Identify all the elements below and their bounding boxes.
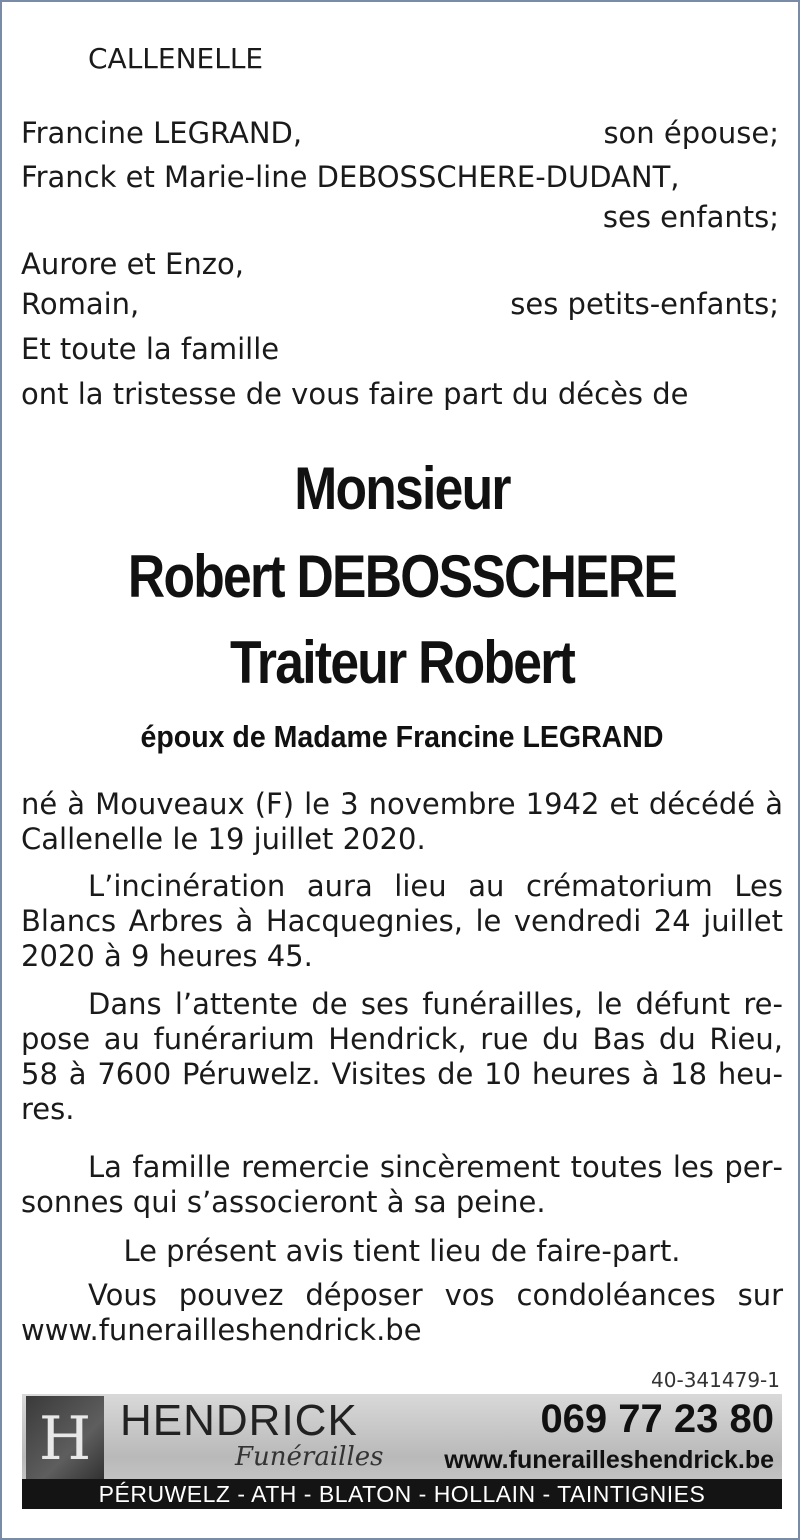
repose-paragraph: Dans l’attente de ses funérailles, le défunt repose au funérarium Hendrick, rue du Bas du Rieu, 58 à 7600 Péruwelz. Visites de 10 heures à 18 heures. (21, 987, 783, 1126)
grandchildren-names-2: Romain, (21, 287, 140, 321)
notice-reference: 40-341479-1 (651, 1368, 780, 1392)
deceased-title: Monsieur (294, 455, 510, 522)
announcement-line: ont la tristesse de vous faire part du décès de (21, 377, 689, 411)
deceased-alias: Traiteur Robert (229, 629, 575, 696)
spouse-name: Francine LEGRAND, (21, 116, 303, 150)
deceased-name: Robert DEBOSSCHERE (127, 543, 677, 610)
thanks-paragraph: La famille remercie sincèrement toutes les personnes qui s’associeront à sa peine. (21, 1150, 783, 1219)
funeral-home-banner (22, 1394, 782, 1509)
children-relation: ses enfants; (602, 200, 779, 234)
extended-family: Et toute la famille (21, 332, 280, 366)
spouse-relation: son épouse; (603, 116, 779, 150)
funeral-home-logo (26, 1396, 104, 1484)
city-heading: CALLENELLE (88, 42, 264, 75)
grandchildren-names-1: Aurore et Enzo, (21, 247, 244, 281)
birth-death-paragraph: né à Mouveaux (F) le 3 novembre 1942 et décédé à Callenelle le 19 juillet 2020. (21, 787, 783, 856)
condolences-paragraph: Vous pouvez déposer vos condoléances sur www.funerailleshendrick.be (21, 1278, 783, 1347)
logo-letter: H (38, 1404, 92, 1474)
children-names: Franck et Marie-line DEBOSSCHERE-DUDANT, (21, 160, 680, 194)
funeral-home-name: HENDRICK (120, 1396, 358, 1445)
cremation-paragraph: L’incinération aura lieu au crématorium Les Blancs Arbres à Hacquegnies, le vendredi 24 juillet 2020 à 9 heures 45. (21, 869, 783, 973)
faire-part-notice: Le présent avis tient lieu de faire-part. (123, 1234, 681, 1268)
grandchildren-relation: ses petits-enfants; (510, 287, 779, 321)
funeral-home-phone: 069 77 23 80 (540, 1397, 774, 1441)
funeral-home-subtitle: Funérailles (235, 1442, 384, 1472)
funeral-home-locations: PÉRUWELZ - ATH - BLATON - HOLLAIN - TAINTIGNIES (22, 1479, 782, 1509)
deceased-spouse-line: époux de Madame Francine LEGRAND (140, 719, 664, 754)
funeral-home-website[interactable]: www.funerailleshendrick.be (444, 1446, 774, 1474)
